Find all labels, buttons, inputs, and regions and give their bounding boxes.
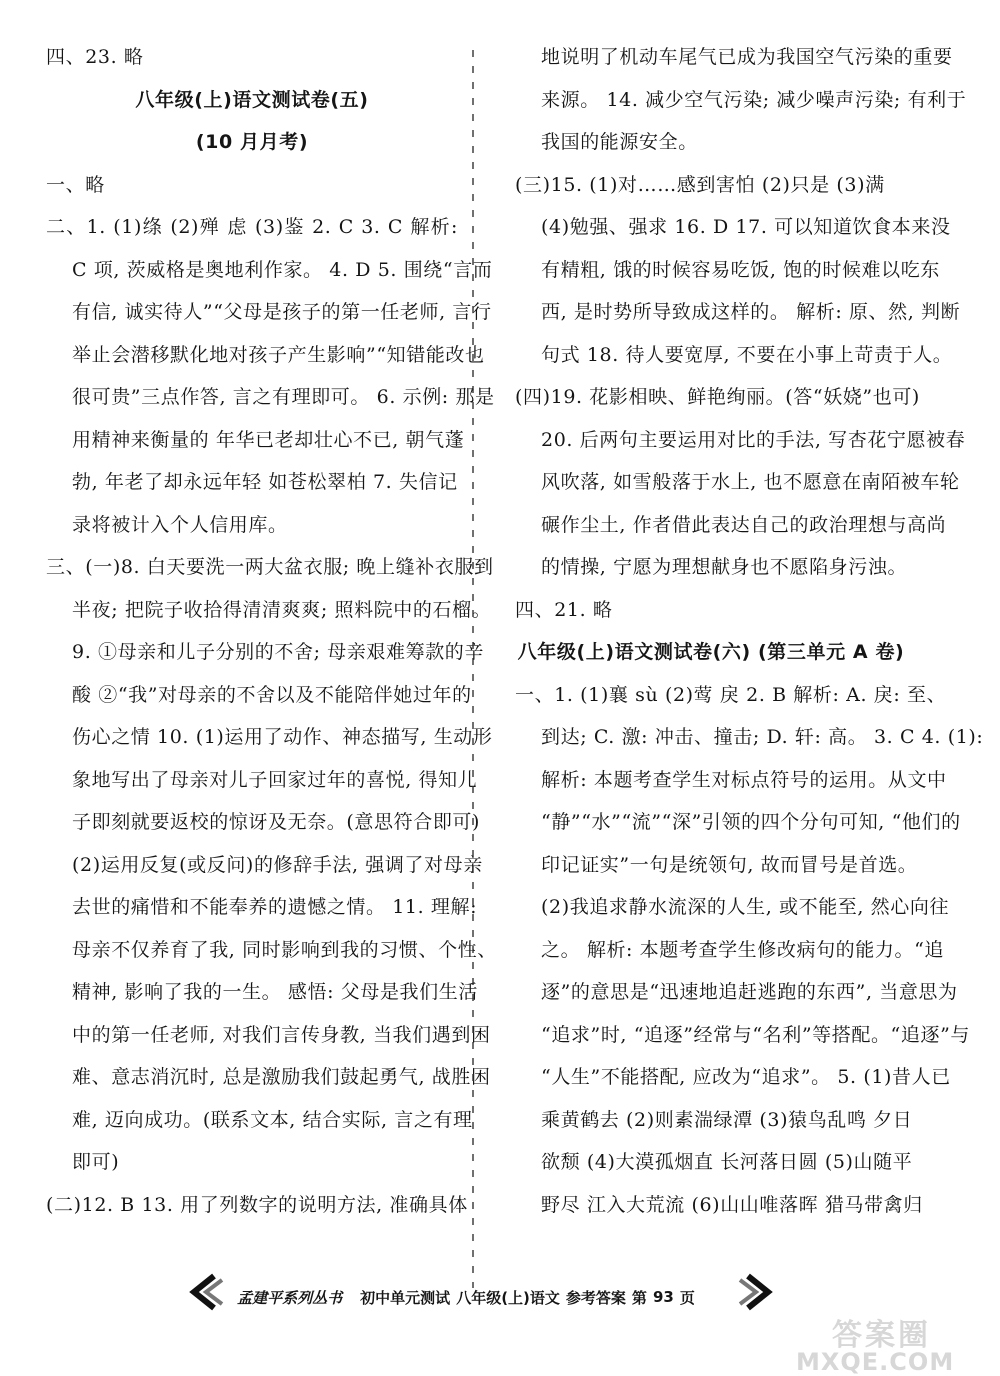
text-line: 9. ①母亲和儿子分别的不舍; 母亲艰难筹款的辛 bbox=[72, 641, 485, 663]
text-line: 中的第一任老师, 对我们言传身教, 当我们遇到困 bbox=[72, 1023, 491, 1046]
page-prefix: 第 bbox=[631, 1288, 647, 1307]
text-line: (四)19. 花影相映、鲜艳绚丽。(答“妖娆”也可) bbox=[515, 386, 920, 408]
text-line: 碾作尘土, 作者借此表达自己的政治理想与高尚 bbox=[541, 513, 947, 536]
text-line: 母亲不仅养育了我, 同时影响到我的习惯、个性、 bbox=[72, 938, 497, 961]
grade-subject: 八年级(上)语文 bbox=[456, 1288, 560, 1307]
text-line: “追求”时, “追逐”经常与“名利”等搭配。“追逐”与 bbox=[541, 1023, 970, 1046]
section-heading: (10 月月考) bbox=[195, 131, 309, 153]
text-line: 逐”的意思是“迅速地追赶逃跑的东西”, 当意思为 bbox=[541, 981, 958, 1003]
text-line: “人生”不能搭配, 应改为“追求”。 5. (1)昔人已 bbox=[541, 1066, 951, 1088]
text-line: 伤心之情 10. (1)运用了动作、神态描写, 生动形 bbox=[72, 726, 493, 748]
text-line: (2)我追求静水流深的人生, 或不能至, 然心向往 bbox=[541, 896, 950, 918]
text-line: 勃, 年老了却永远年轻 如苍松翠柏 7. 失信记 bbox=[72, 471, 458, 493]
text-line: 解析: 本题考查学生对标点符号的运用。从文中 bbox=[541, 768, 947, 791]
text-line: 半夜; 把院子收拾得清清爽爽; 照料院中的石榴。 bbox=[72, 598, 492, 621]
text-line: 有精粗, 饿的时候容易吃饭, 饱的时候难以吃东 bbox=[541, 258, 940, 281]
text-line: 象地写出了母亲对儿子回家过年的喜悦, 得知儿 bbox=[72, 768, 478, 791]
text-line: 难、意志消沉时, 总是激励我们鼓起勇气, 战胜困 bbox=[72, 1066, 491, 1088]
text-line: 三、(一)8. 白天要洗一两大盆衣服; 晚上缝补衣服到 bbox=[46, 556, 494, 578]
text-line: 难, 迈向成功。(联系文本, 结合实际, 言之有理 bbox=[72, 1108, 473, 1131]
watermark-bottom: MXQE.COM bbox=[796, 1348, 955, 1376]
text-line: 四、21. 略 bbox=[515, 598, 613, 621]
text-line: 乘黄鹤去 (2)则素湍绿潭 (3)猿鸟乱鸣 夕日 bbox=[541, 1108, 913, 1131]
text-line: (4)勉强、强求 16. D 17. 可以知道饮食本来没 bbox=[541, 216, 951, 238]
page-suffix: 页 bbox=[679, 1288, 695, 1307]
text-line: 之。 解析: 本题考查学生修改病句的能力。“追 bbox=[541, 938, 944, 961]
column-divider bbox=[468, 50, 478, 1288]
text-line: 风吹落, 如雪般落于水上, 也不愿意在南陌被车轮 bbox=[541, 471, 960, 493]
text-line: 酸 ②“我”对母亲的不舍以及不能陪伴她过年的 bbox=[72, 683, 472, 706]
text-line: 录将被计入个人信用库。 bbox=[72, 513, 288, 536]
text-line: 子即刻就要返校的惊讶及无奈。(意思符合即可) bbox=[72, 811, 481, 833]
text-line: 欲颓 (4)大漠孤烟直 长河落日圆 (5)山随平 bbox=[541, 1151, 913, 1173]
text-line: 来源。 14. 减少空气污染; 减少噪声污染; 有利于 bbox=[541, 88, 967, 111]
section-heading: 八年级(上)语文测试卷(五) bbox=[135, 88, 369, 111]
text-line: 精神, 影响了我的一生。 感悟: 父母是我们生活 bbox=[72, 981, 478, 1003]
book-name: 初中单元测试 bbox=[360, 1288, 451, 1307]
right-column bbox=[515, 36, 984, 1226]
text-line: 用精神来衡量的 年华已老却壮心不已, 朝气蓬 bbox=[72, 428, 465, 451]
text-line: 即可) bbox=[72, 1151, 120, 1173]
text-line: C 项, 茨威格是奥地利作家。 4. D 5. 围绕“言而 bbox=[72, 258, 493, 281]
page-number: 93 bbox=[652, 1288, 674, 1306]
text-line: (二)12. B 13. 用了列数字的说明方法, 准确具体 bbox=[46, 1193, 468, 1216]
left-column bbox=[46, 36, 497, 1226]
text-line: 有信, 诚实待人”“父母是孩子的第一任老师, 言行 bbox=[72, 301, 492, 323]
watermark-top: 答案圈 bbox=[832, 1318, 931, 1353]
text-line: 二、1. (1)绦 (2)殚 虑 (3)鉴 2. C 3. C 解析: bbox=[46, 216, 458, 238]
text-line: (2)运用反复(或反问)的修辞手法, 强调了对母亲 bbox=[72, 853, 483, 876]
answers-label: 参考答案 bbox=[565, 1288, 626, 1307]
text-line: 一、略 bbox=[46, 173, 105, 196]
text-line: 句式 18. 待人要宽厚, 不要在小事上苛责于人。 bbox=[541, 343, 953, 366]
text-line: 的情操, 宁愿为理想献身也不愿陷身污浊。 bbox=[541, 556, 908, 578]
text-line: 一、1. (1)襄 sù (2)莺 戾 2. B 解析: A. 戾: 至、 bbox=[515, 683, 947, 706]
text-line: 举止会潜移默化地对孩子产生影响”“知错能改也 bbox=[72, 343, 485, 366]
text-line: 到达; C. 激: 冲击、撞击; D. 轩: 高。 3. C 4. (1): bbox=[541, 726, 984, 748]
section-heading: 八年级(上)语文测试卷(六) (第三单元 A 卷) bbox=[517, 641, 905, 663]
page-footer bbox=[186, 1282, 746, 1312]
text-line: “静”“水”“流”“深”引领的四个分句可知, “他们的 bbox=[541, 811, 961, 833]
text-line: 野尽 江入大荒流 (6)山山唯落晖 猎马带禽归 bbox=[541, 1193, 923, 1216]
watermark bbox=[796, 1310, 986, 1376]
text-line: 去世的痛惜和不能奉养的遗憾之情。 11. 理解: bbox=[72, 896, 478, 918]
chevron-right-icon bbox=[734, 1272, 778, 1312]
text-line: (三)15. (1)对……感到害怕 (2)只是 (3)满 bbox=[515, 173, 885, 196]
series-name: 孟建平系列丛书 bbox=[237, 1288, 343, 1307]
text-line: 很可贵”三点作答, 言之有理即可。 6. 示例: 那是 bbox=[72, 386, 495, 408]
text-line: 西, 是时势所导致成这样的。 解析: 原、然, 判断 bbox=[541, 301, 961, 323]
text-line: 20. 后两句主要运用对比的手法, 写杏花宁愿被春 bbox=[541, 428, 966, 451]
text-line: 地说明了机动车尾气已成为我国空气污染的重要 bbox=[541, 46, 953, 68]
text-line: 我国的能源安全。 bbox=[541, 131, 698, 153]
text-line: 印记证实”一句是统领句, 故而冒号是首选。 bbox=[541, 853, 918, 876]
text-line: 四、23. 略 bbox=[46, 46, 144, 68]
